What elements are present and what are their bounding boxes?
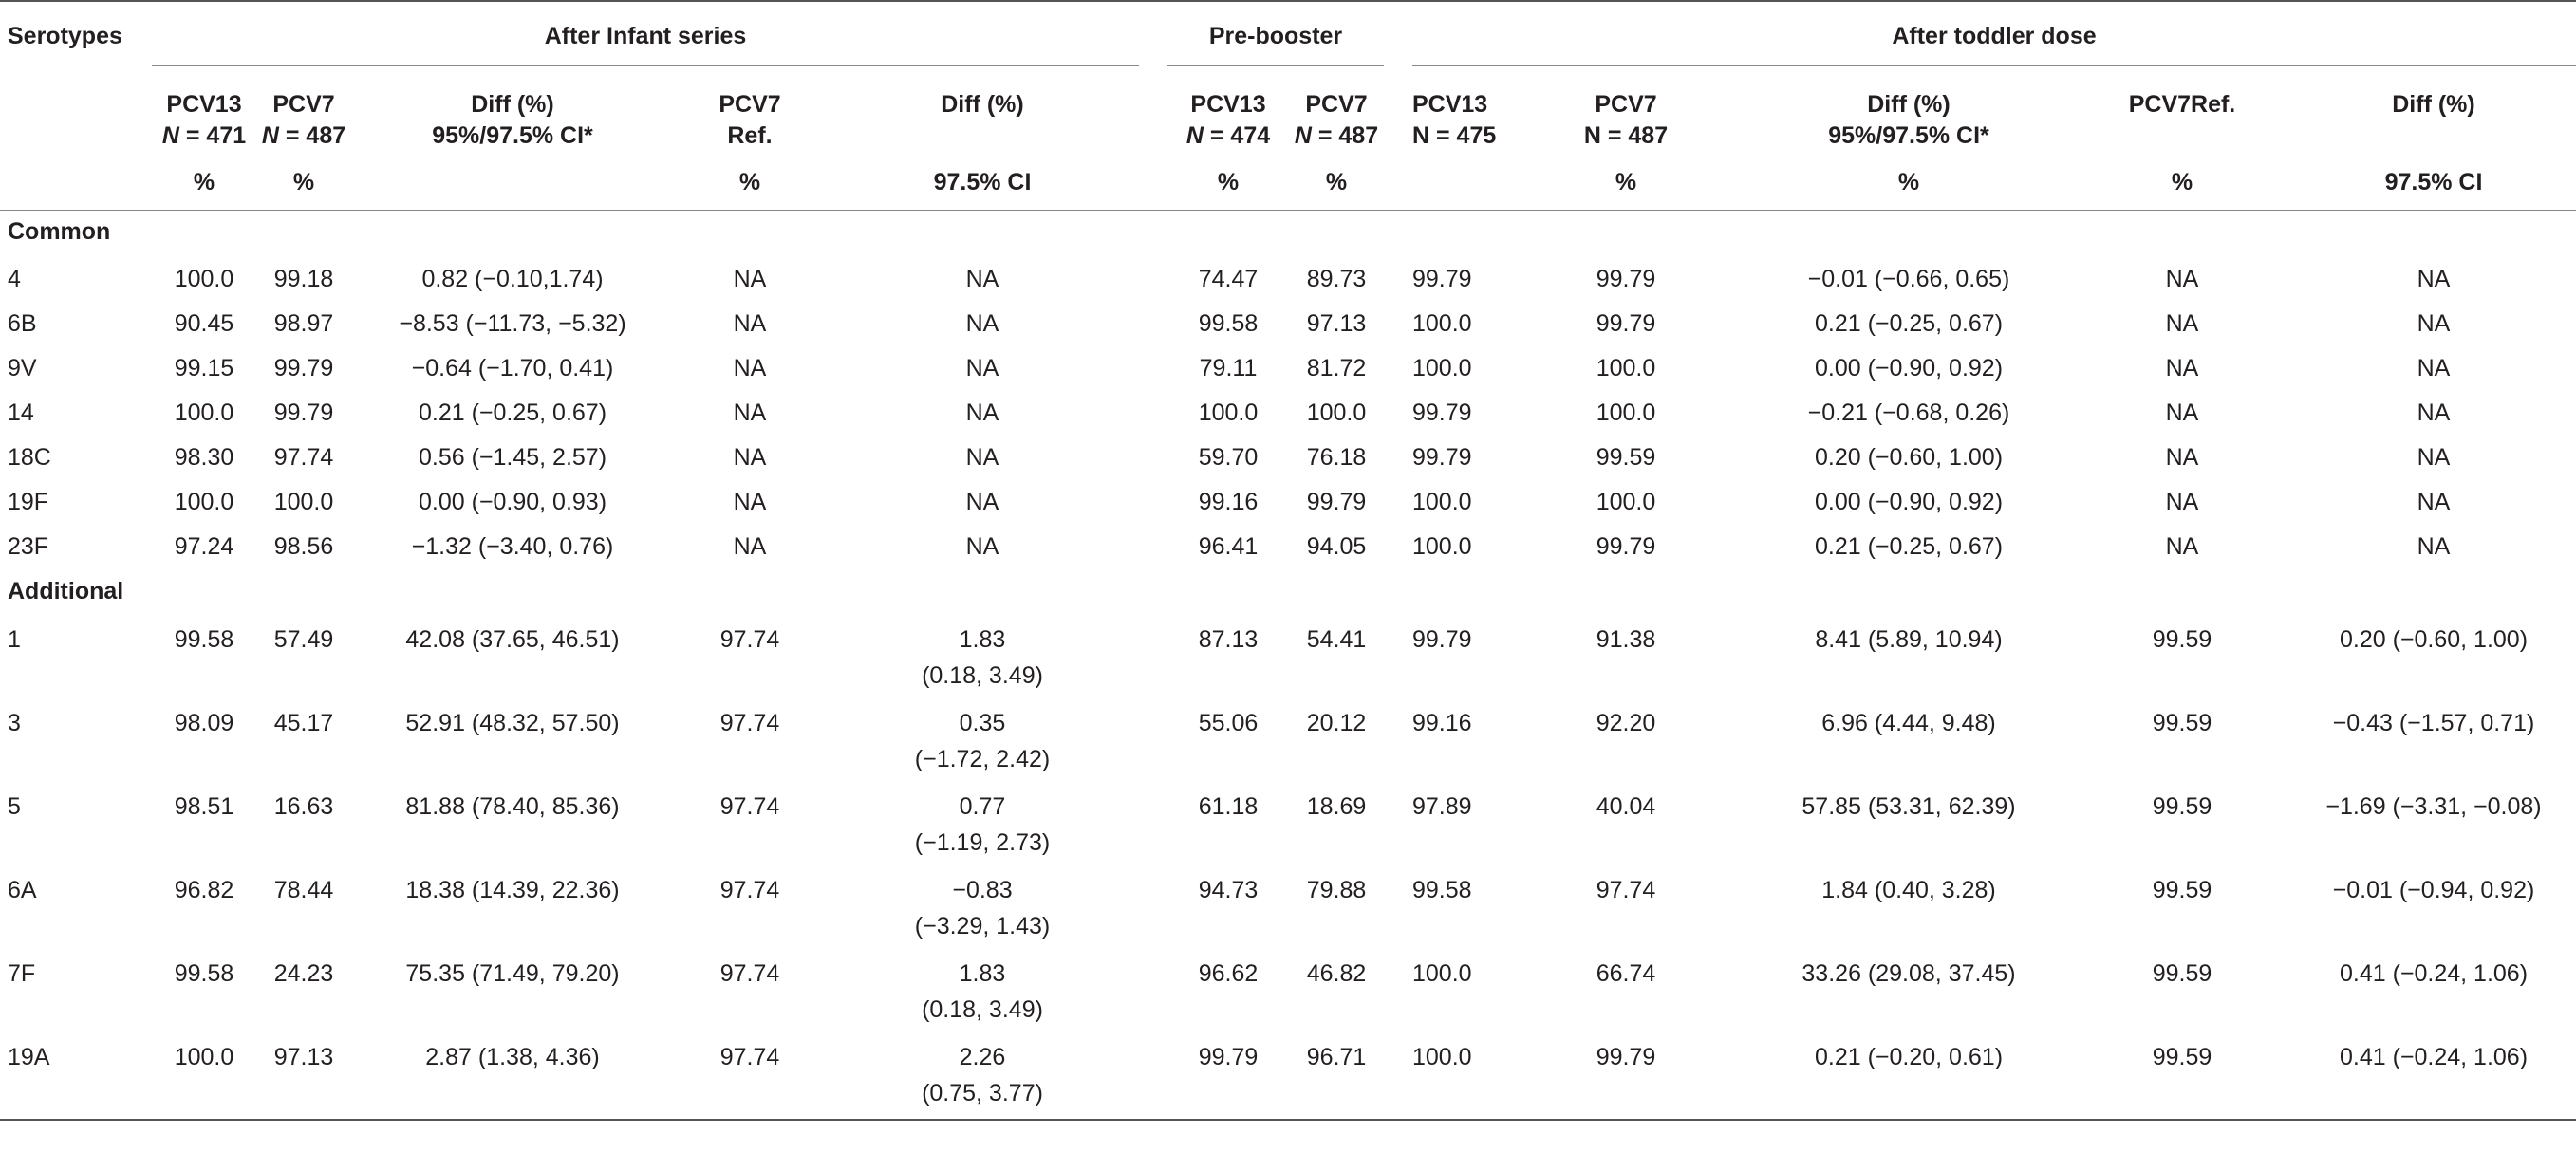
table-row	[0, 701, 2576, 785]
serotype-cell: 6B	[8, 310, 37, 337]
serotype-cell: 6A	[8, 877, 37, 903]
section-row	[0, 570, 2576, 618]
unit-cell	[351, 152, 674, 211]
value-cell: 0.21 (−0.20, 0.61)	[1745, 1035, 2073, 1120]
value-cell: NA	[2165, 489, 2199, 515]
value-cell: 100.0	[273, 489, 334, 515]
serotype-cell: 23F	[8, 533, 49, 560]
value-cell: 6.96 (4.44, 9.48)	[1821, 710, 1996, 736]
value-cell: 99.59	[2152, 960, 2212, 987]
value-cell: 98.56	[273, 533, 334, 560]
value-cell: 96.41	[1198, 533, 1259, 560]
unit-row	[0, 152, 2576, 211]
value-cell: 87.13	[1198, 626, 1259, 653]
value-cell: 97.89	[1412, 793, 1472, 820]
value-cell: 24.23	[273, 960, 334, 987]
unit-cell: 97.5% CI	[2291, 152, 2576, 211]
group-header-after-toddler-dose: After toddler dose	[1412, 2, 2576, 66]
table-body	[0, 211, 2576, 1121]
value-cell: 99.59	[2152, 626, 2212, 653]
table-row	[0, 868, 2576, 952]
value-cell: 0.20 (−0.60, 1.00)	[2339, 626, 2529, 653]
value-cell: NA	[733, 489, 767, 515]
serotype-cell: 14	[8, 400, 34, 426]
section-label: Common	[8, 218, 111, 245]
value-cell	[826, 868, 1139, 952]
value-line: 0.35	[959, 710, 1006, 736]
value-line: 1.83	[959, 626, 1006, 653]
value-line: −0.83	[952, 877, 1013, 903]
table-row	[0, 618, 2576, 701]
value-cell: 99.79	[1596, 266, 1656, 292]
value-cell: NA	[2165, 400, 2199, 426]
value-cell: 81.88 (78.40, 85.36)	[405, 793, 620, 820]
serotype-cell: 3	[8, 710, 21, 736]
group-header-pre-booster: Pre-booster	[1167, 2, 1384, 66]
value-cell: 57.49	[273, 626, 334, 653]
value-cell: 99.79	[1412, 626, 1472, 653]
table-row	[0, 526, 2576, 570]
value-cell: 94.05	[1306, 533, 1367, 560]
value-cell: 94.73	[1198, 877, 1259, 903]
table-row	[0, 952, 2576, 1035]
value-cell: 100.0	[1412, 533, 1472, 560]
serotype-cell: 1	[8, 626, 21, 653]
value-cell: 57.85 (53.31, 62.39)	[1801, 793, 2016, 820]
value-cell: NA	[2417, 533, 2451, 560]
value-cell: 54.41	[1306, 626, 1367, 653]
value-line: (−1.19, 2.73)	[914, 829, 1051, 856]
value-cell: NA	[733, 533, 767, 560]
unit-cell: %	[1167, 152, 1289, 211]
value-cell: 0.00 (−0.90, 0.92)	[1814, 355, 2004, 381]
value-cell: 96.71	[1289, 1035, 1384, 1120]
value-cell: 100.0	[1412, 1035, 1507, 1120]
value-cell: −0.21 (−0.68, 0.26)	[1807, 400, 2010, 426]
value-cell: 100.0	[1306, 400, 1367, 426]
value-cell: 97.74	[1596, 877, 1656, 903]
unit-cell: %	[1289, 152, 1384, 211]
serotype-cell: 4	[8, 266, 21, 292]
value-cell: 97.74	[719, 626, 780, 653]
value-cell	[826, 1035, 1139, 1120]
unit-cell: %	[2073, 152, 2291, 211]
value-cell: NA	[733, 355, 767, 381]
value-cell: 59.70	[1198, 444, 1259, 471]
value-cell: 78.44	[273, 877, 334, 903]
col-header-toddler-pcv7-ref: PCV7Ref.	[2128, 91, 2236, 118]
value-cell: 97.74	[674, 1035, 826, 1120]
value-line: 2.26	[959, 1044, 1006, 1070]
value-cell: 99.79	[273, 355, 334, 381]
value-cell: NA	[965, 266, 999, 292]
serotype-cell: 18C	[8, 444, 51, 471]
value-cell: 61.18	[1198, 793, 1259, 820]
value-cell: 99.59	[2152, 793, 2212, 820]
value-cell: NA	[2417, 444, 2451, 471]
value-cell: 75.35 (71.49, 79.20)	[405, 960, 620, 987]
value-cell: NA	[965, 533, 999, 560]
value-cell: 91.38	[1596, 626, 1656, 653]
unit-cell: %	[1507, 152, 1745, 211]
value-cell: 99.59	[2152, 710, 2212, 736]
value-cell: 99.79	[273, 400, 334, 426]
value-cell: 99.58	[174, 626, 234, 653]
value-cell: 55.06	[1198, 710, 1259, 736]
section-label: Additional	[8, 578, 124, 604]
value-line: 1.83	[959, 960, 1006, 987]
value-cell: NA	[733, 266, 767, 292]
value-cell: 18.38 (14.39, 22.36)	[405, 877, 620, 903]
value-cell: 97.74	[719, 877, 780, 903]
value-cell: 100.0	[174, 400, 234, 426]
value-cell: 97.74	[719, 710, 780, 736]
value-cell: 99.79	[1412, 444, 1472, 471]
value-cell: 52.91 (48.32, 57.50)	[405, 710, 620, 736]
value-cell: 99.79	[1306, 489, 1367, 515]
value-cell: NA	[965, 444, 999, 471]
value-cell: NA	[2165, 533, 2199, 560]
value-cell: 99.58	[174, 960, 234, 987]
col-header-infant-pcv13: PCV13 N = 471	[161, 91, 247, 149]
unit-cell: 97.5% CI	[826, 152, 1139, 211]
value-cell: 0.41 (−0.24, 1.06)	[2291, 1035, 2576, 1120]
value-cell: 0.21 (−0.25, 0.67)	[418, 400, 607, 426]
value-cell: 0.20 (−0.60, 1.00)	[1814, 444, 2004, 471]
value-line: (−3.29, 1.43)	[914, 913, 1051, 939]
value-line: (0.18, 3.49)	[922, 662, 1043, 689]
value-cell: NA	[965, 355, 999, 381]
value-cell: NA	[733, 310, 767, 337]
value-cell: 18.69	[1306, 793, 1367, 820]
value-cell: NA	[2417, 355, 2451, 381]
serotype-cell: 19A	[0, 1035, 152, 1120]
value-cell: NA	[2165, 310, 2199, 337]
unit-cell: %	[152, 152, 256, 211]
value-cell: −0.01 (−0.94, 0.92)	[2332, 877, 2535, 903]
value-cell: 97.74	[719, 793, 780, 820]
value-cell: 20.12	[1306, 710, 1367, 736]
value-cell: 99.79	[1596, 533, 1656, 560]
col-header-infant-diff: Diff (%) 95%/97.5% CI*	[432, 91, 593, 149]
unit-cell	[1412, 152, 1507, 211]
value-cell: 96.82	[174, 877, 234, 903]
value-cell: 100.0	[1412, 355, 1472, 381]
value-cell: 99.58	[1198, 310, 1259, 337]
value-cell: −8.53 (−11.73, −5.32)	[399, 310, 626, 337]
col-header-toddler-diff-ci: Diff (%)	[2392, 91, 2475, 118]
value-cell: 16.63	[273, 793, 334, 820]
serotype-cell: 9V	[8, 355, 37, 381]
value-cell: 2.87 (1.38, 4.36)	[351, 1035, 674, 1120]
value-cell: 99.59	[2073, 1035, 2291, 1120]
table-row	[0, 1035, 2576, 1120]
value-cell: 100.0	[1198, 400, 1259, 426]
serotype-cell: 19F	[8, 489, 49, 515]
value-cell: 100.0	[1596, 400, 1656, 426]
value-cell: 98.09	[174, 710, 234, 736]
value-cell: 46.82	[1306, 960, 1367, 987]
value-cell: NA	[965, 489, 999, 515]
value-cell: 79.11	[1199, 355, 1258, 381]
value-cell: 97.13	[256, 1035, 351, 1120]
value-cell: 97.13	[1306, 310, 1367, 337]
value-cell: 0.21 (−0.25, 0.67)	[1814, 533, 2004, 560]
col-header-toddler-diff: Diff (%) 95%/97.5% CI*	[1828, 91, 1989, 149]
value-cell: 100.0	[1412, 310, 1472, 337]
value-cell: NA	[733, 400, 767, 426]
value-cell: 45.17	[273, 710, 334, 736]
table-row	[0, 437, 2576, 481]
value-cell: NA	[2165, 444, 2199, 471]
value-cell: 0.00 (−0.90, 0.92)	[1814, 489, 2004, 515]
value-cell: −1.69 (−3.31, −0.08)	[2325, 793, 2542, 820]
value-line: (0.18, 3.49)	[922, 996, 1043, 1023]
col-header-toddler-pcv7: PCV7 N = 487	[1583, 91, 1669, 149]
value-cell: 99.79	[1507, 1035, 1745, 1120]
value-cell: 99.58	[1412, 877, 1472, 903]
value-cell: 98.97	[273, 310, 334, 337]
value-cell	[826, 701, 1139, 785]
col-header-infant-diff-ci: Diff (%)	[941, 91, 1024, 118]
group-header-after-infant-series: After Infant series	[152, 2, 1139, 66]
value-cell: 99.79	[1412, 400, 1472, 426]
value-cell: 100.0	[1412, 960, 1472, 987]
value-cell: 1.84 (0.40, 3.28)	[1821, 877, 1996, 903]
value-cell: 92.20	[1596, 710, 1656, 736]
value-cell: 98.30	[174, 444, 234, 471]
table-row	[0, 481, 2576, 526]
table-row	[0, 347, 2576, 392]
table-row	[0, 785, 2576, 868]
value-cell: −1.32 (−3.40, 0.76)	[411, 533, 614, 560]
value-cell: 0.41 (−0.24, 1.06)	[2339, 960, 2529, 987]
serotype-cell: 5	[8, 793, 21, 820]
col-header-toddler-pcv13: PCV13 N = 475	[1412, 91, 1497, 149]
value-cell: 99.59	[2152, 877, 2212, 903]
value-line: (−1.72, 2.42)	[914, 746, 1051, 772]
col-header-prebooster-pcv7: PCV7 N = 487	[1294, 91, 1379, 149]
serotype-cell: 7F	[8, 960, 36, 987]
table-header	[0, 1, 2576, 211]
value-cell: 90.45	[174, 310, 234, 337]
unit-cell: %	[256, 152, 351, 211]
value-cell: NA	[2165, 266, 2199, 292]
value-cell: 100.0	[174, 266, 234, 292]
value-cell: NA	[2165, 355, 2199, 381]
value-cell: 99.79	[1596, 310, 1656, 337]
value-cell: 40.04	[1596, 793, 1656, 820]
value-cell: 100.0	[1596, 355, 1656, 381]
value-cell: NA	[965, 400, 999, 426]
value-cell: 100.0	[152, 1035, 256, 1120]
value-cell: 0.00 (−0.90, 0.93)	[418, 489, 607, 515]
value-cell: 97.74	[273, 444, 334, 471]
value-cell: 99.16	[1198, 489, 1259, 515]
value-cell: 66.74	[1596, 960, 1656, 987]
value-cell: NA	[733, 444, 767, 471]
col-header-prebooster-pcv13: PCV13 N = 474	[1185, 91, 1271, 149]
value-cell	[826, 952, 1139, 1035]
value-cell: NA	[965, 310, 999, 337]
col-header-infant-pcv7: PCV7 N = 487	[261, 91, 346, 149]
value-line: 0.77	[959, 793, 1006, 820]
value-cell: −0.43 (−1.57, 0.71)	[2332, 710, 2535, 736]
value-cell: −0.64 (−1.70, 0.41)	[411, 355, 614, 381]
value-cell: 99.16	[1412, 710, 1472, 736]
sub-header-row	[0, 66, 2576, 153]
unit-cell: %	[674, 152, 826, 211]
value-cell: 96.62	[1198, 960, 1259, 987]
value-cell: 0.56 (−1.45, 2.57)	[418, 444, 607, 471]
value-cell: 99.18	[273, 266, 334, 292]
value-cell: NA	[2417, 489, 2451, 515]
value-cell: 8.41 (5.89, 10.94)	[1815, 626, 2003, 653]
group-header-row	[0, 2, 2576, 66]
value-cell	[826, 618, 1139, 701]
value-cell: 100.0	[1596, 489, 1656, 515]
value-cell: 100.0	[174, 489, 234, 515]
value-cell: 99.59	[1596, 444, 1656, 471]
section-row	[0, 211, 2576, 259]
value-cell: 99.15	[174, 355, 234, 381]
value-cell: 33.26 (29.08, 37.45)	[1801, 960, 2016, 987]
value-cell: 98.51	[174, 793, 234, 820]
value-cell: 76.18	[1306, 444, 1367, 471]
table-row	[0, 392, 2576, 437]
col-header-serotypes: Serotypes	[8, 23, 122, 49]
col-header-infant-pcv7-ref: PCV7 Ref.	[719, 91, 781, 149]
value-cell: 81.72	[1306, 355, 1367, 381]
value-cell: NA	[2417, 400, 2451, 426]
value-cell: 0.82 (−0.10,1.74)	[421, 266, 604, 292]
value-cell: −0.01 (−0.66, 0.65)	[1807, 266, 2010, 292]
value-line: (0.75, 3.77)	[922, 1080, 1043, 1106]
value-cell: 79.88	[1306, 877, 1367, 903]
table-row	[0, 258, 2576, 303]
value-cell: 97.24	[174, 533, 234, 560]
value-cell: 99.79	[1167, 1035, 1289, 1120]
value-cell: 74.47	[1198, 266, 1259, 292]
value-cell: 89.73	[1306, 266, 1367, 292]
value-cell: 99.79	[1412, 266, 1472, 292]
value-cell: 42.08 (37.65, 46.51)	[405, 626, 620, 653]
value-cell: 97.74	[719, 960, 780, 987]
unit-cell: %	[1745, 152, 2073, 211]
value-cell: 0.21 (−0.25, 0.67)	[1814, 310, 2004, 337]
value-cell: NA	[2417, 266, 2451, 292]
value-cell: 100.0	[1412, 489, 1472, 515]
value-cell: NA	[2417, 310, 2451, 337]
table-row	[0, 303, 2576, 347]
value-cell	[826, 785, 1139, 868]
